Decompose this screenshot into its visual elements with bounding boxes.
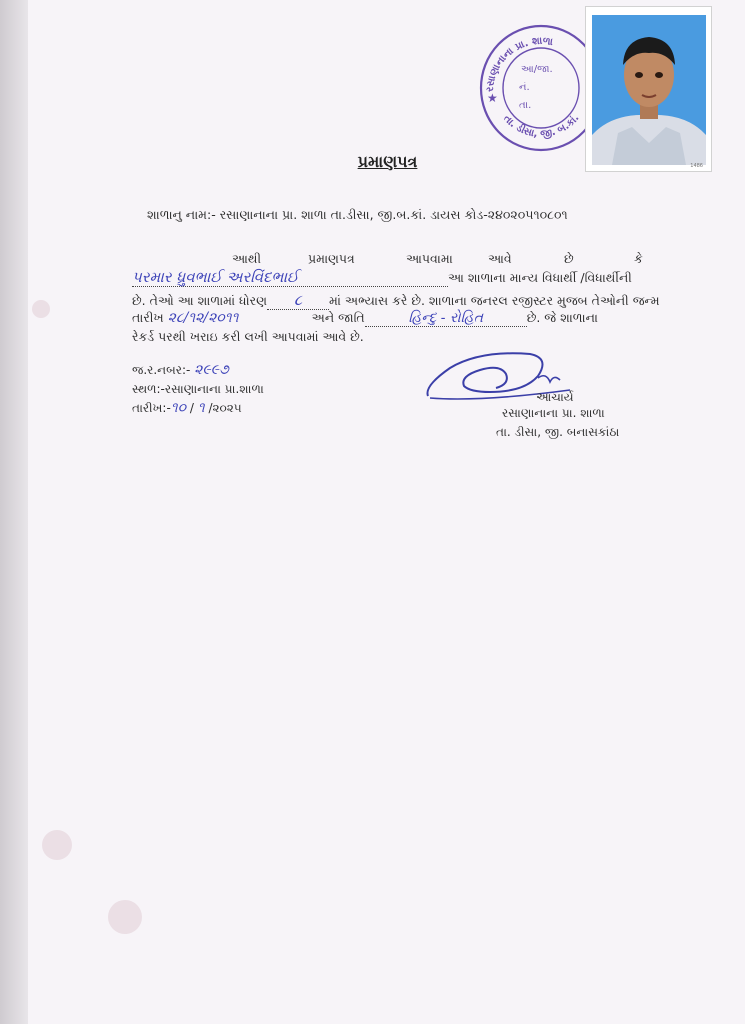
body-word: કે xyxy=(634,251,643,266)
standard-field: ૮ xyxy=(267,291,329,310)
body-text: અને જાતિ xyxy=(311,310,365,325)
body-word: આવે xyxy=(488,251,512,266)
photo-number: 1486 xyxy=(690,163,703,169)
dob-field: ૨૮/૧૨/૨૦૧૧ xyxy=(167,310,239,326)
body-word: છે xyxy=(564,251,574,266)
gr-number-label: જ.ર.નબર:- xyxy=(132,363,191,377)
body-word: આપવામા xyxy=(406,251,453,266)
date-year: /૨૦૨૫ xyxy=(208,401,242,415)
stamp-center-mid: નં. xyxy=(519,82,530,93)
stamp-bottom-text: તા. ડીસા, જી. બ.કાં. xyxy=(501,112,582,141)
svg-text:તા. ડીસા, જી. બ.કાં. xyxy=(501,113,581,140)
date-day: ૧૦ xyxy=(170,400,187,416)
student-status-text: આ શાળાના માન્ય વિધાર્થી /વિધાર્થીની xyxy=(448,270,632,285)
star-icon: ★ xyxy=(487,91,498,105)
school-info-line: શાળાનુ નામ:- રસાણાનાના પ્રા. શાળા તા.ડીસા, જી.બ.કાં. ડાયસ કોડ-૨૪૦૨૦૫૧૦૮૦૧ xyxy=(147,207,568,222)
stamp-ring-text: રસાણાનાના પ્રા. શાળા xyxy=(484,35,554,93)
caste-field: હિન્દુ - રોહિત xyxy=(365,310,527,327)
stamp-center-bottom: તા. xyxy=(519,100,532,111)
body-text: છે. જે શાળાના xyxy=(526,310,598,325)
body-text: રેકર્ડ પરથી ખરાઇ કરી લખી આપવામાં આવે છે. xyxy=(132,329,364,344)
date-label: તારીખ:- xyxy=(132,401,171,415)
student-name-field: પરમાર ધ્રુવભાઈ અરવિંદભાઈ xyxy=(132,268,448,287)
student-photo xyxy=(585,6,712,172)
signature-role: આચાર્ય xyxy=(536,390,574,404)
body-text: છે. તેઓ આ શાળામાં ધોરણ xyxy=(132,293,268,308)
gr-number-value: ૨૯૯૭ xyxy=(194,362,229,378)
body-text: તારીખ xyxy=(132,310,164,325)
date-month: ૧ xyxy=(197,400,205,416)
body-word: પ્રમાણપત્ર xyxy=(308,251,355,266)
stamp-center-top: આ/જા. xyxy=(521,64,553,75)
body-word: આથી xyxy=(232,251,262,266)
signature-address: તા. ડીસા, જી. બનાસકાંઠા xyxy=(496,425,620,439)
body-text: માં અભ્યાસ કરે છે. શાળાના જનરલ રજીસ્ટર મુજબ તેઓની જન્મ xyxy=(329,293,660,308)
signature-school: રસાણાનાના પ્રા. શાળા xyxy=(502,406,605,420)
certificate-title: પ્રમાણપત્ર xyxy=(357,152,418,171)
place-text: સ્થળ:-રસાણાનાના પ્રા.શાળા xyxy=(132,382,264,396)
